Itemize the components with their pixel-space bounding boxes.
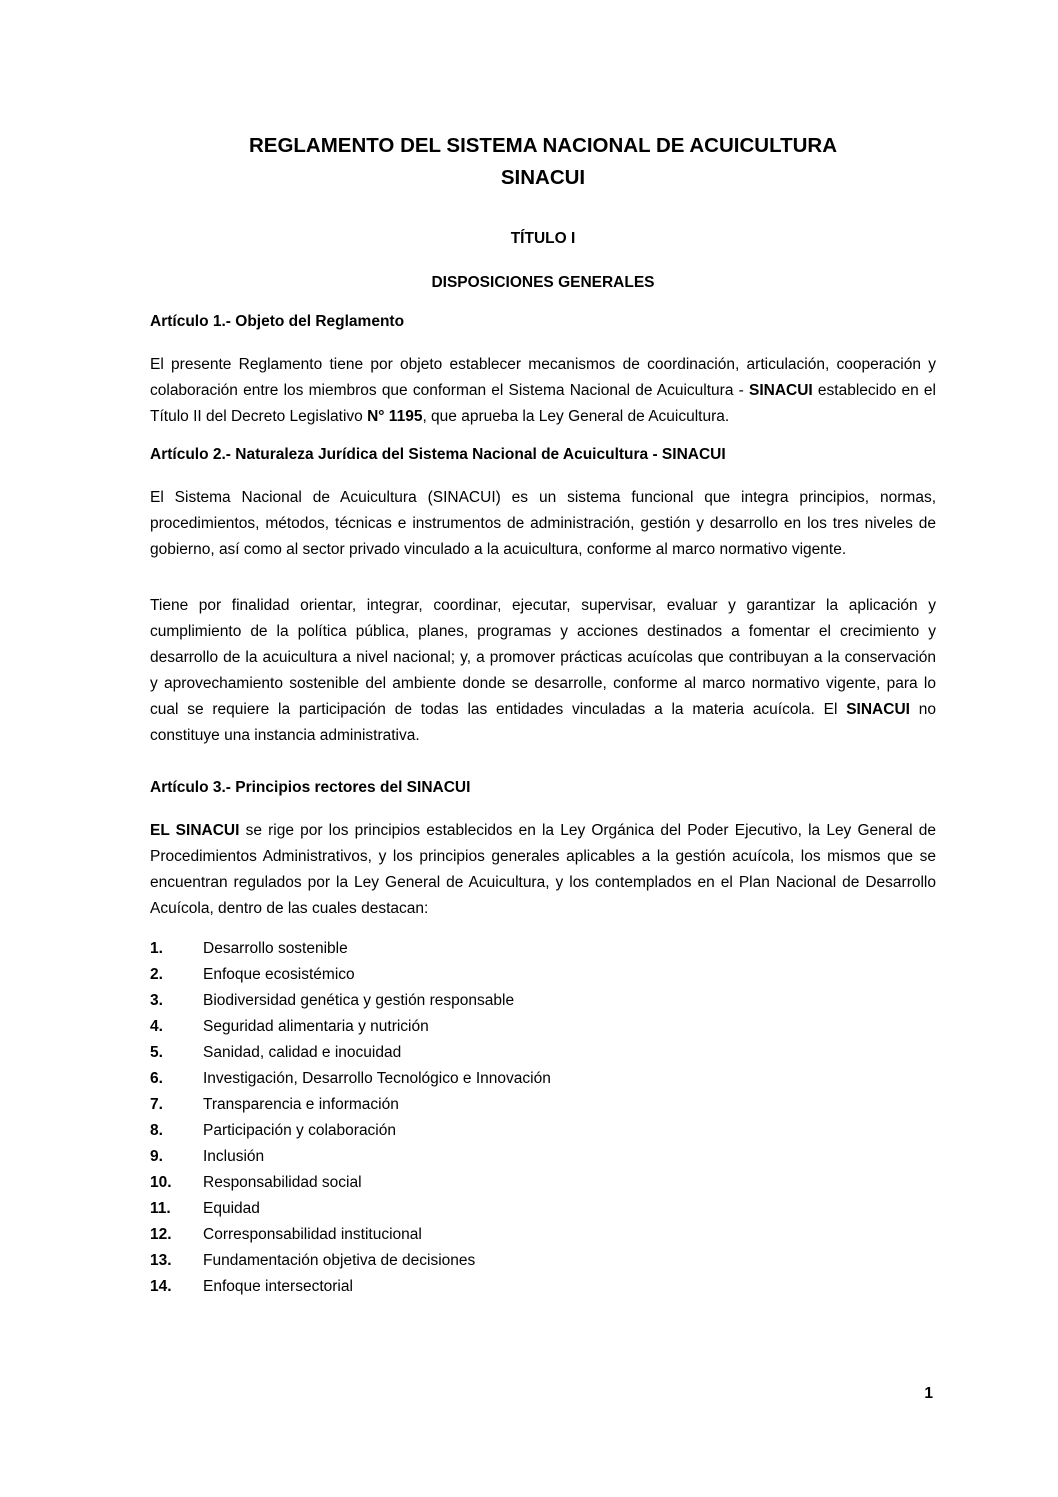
list-item <box>150 1066 936 1092</box>
bold-term-decreto-number: N° 1195 <box>367 408 423 425</box>
list-item <box>150 1092 936 1118</box>
list-item-text: Inclusión <box>203 1148 265 1165</box>
list-item-text: Enfoque ecosistémico <box>203 966 355 983</box>
list-item <box>150 1118 936 1144</box>
list-item-number: 8. <box>150 1122 163 1139</box>
list-item <box>150 1222 936 1248</box>
paragraph-text: establecido en el Título II del Decreto Legislativo <box>150 382 936 425</box>
list-item-number: 7. <box>150 1096 163 1113</box>
bold-term-el-sinacui: EL SINACUI <box>150 822 240 839</box>
article-1-paragraph <box>150 352 936 430</box>
list-item-number: 11. <box>150 1200 171 1217</box>
list-item <box>150 1274 936 1300</box>
article-2-heading: Artículo 2.- Naturaleza Jurídica del Sistema Nacional de Acuicultura - SINACUI <box>150 446 726 463</box>
list-item <box>150 1248 936 1274</box>
list-item <box>150 962 936 988</box>
list-item-number: 3. <box>150 992 163 1009</box>
list-item-text: Sanidad, calidad e inocuidad <box>203 1044 402 1061</box>
list-item-number: 5. <box>150 1044 163 1061</box>
list-item <box>150 1170 936 1196</box>
list-item-text: Enfoque intersectorial <box>203 1278 353 1295</box>
section-subtitle: DISPOSICIONES GENERALES <box>431 274 655 291</box>
page-number: 1 <box>924 1385 933 1402</box>
article-2-paragraph-2 <box>150 593 936 749</box>
bold-term-sinacui: SINACUI <box>748 382 813 399</box>
paragraph-text: se rige por los principios establecidos en la Ley Orgánica del Poder Ejecutivo, la Ley General de Procedimientos Administrativos, y los principios generales aplicables a la gestión acuícola, los mismos que se encuentran regulados por la Ley General de Acuicultura, y los contemplados en el Plan Nacional de Desarrollo Acuícola, dentro de las cuales destacan: <box>150 822 937 917</box>
document-title-line2: SINACUI <box>500 166 586 189</box>
list-item-text: Desarrollo sostenible <box>203 940 348 957</box>
list-item <box>150 988 936 1014</box>
paragraph-text: no constituye una instancia administrativa. <box>150 701 936 744</box>
bold-term-sinacui: SINACUI <box>846 701 910 718</box>
list-item-text: Corresponsabilidad institucional <box>203 1226 422 1243</box>
paragraph-text: El presente Reglamento tiene por objeto establecer mecanismos de coordinación, articulación, cooperación y colaboración entre los miembros que conforman el Sistema Nacional de Acuicultura - <box>150 356 936 399</box>
list-item-number: 2. <box>150 966 163 983</box>
list-item-text: Seguridad alimentaria y nutrición <box>203 1018 429 1035</box>
document-title <box>150 130 936 194</box>
list-item-text: Transparencia e información <box>203 1096 399 1113</box>
list-item-text: Biodiversidad genética y gestión responsable <box>203 992 515 1009</box>
list-item-text: Investigación, Desarrollo Tecnológico e Innovación <box>203 1070 551 1087</box>
list-item-text: Participación y colaboración <box>203 1122 396 1139</box>
list-item-number: 13. <box>150 1252 172 1269</box>
article-3-heading: Artículo 3.- Principios rectores del SINACUI <box>150 779 471 796</box>
article-3-paragraph <box>150 818 936 922</box>
list-item <box>150 1014 936 1040</box>
list-item-number: 14. <box>150 1278 172 1295</box>
list-item <box>150 1196 936 1222</box>
list-item-number: 6. <box>150 1070 163 1087</box>
section-title: TÍTULO I <box>510 230 576 247</box>
list-item-text: Equidad <box>203 1200 260 1217</box>
list-item <box>150 1040 936 1066</box>
list-item <box>150 936 936 962</box>
list-item-number: 1. <box>150 940 163 957</box>
list-item-number: 4. <box>150 1018 163 1035</box>
article-2-paragraph-1: El Sistema Nacional de Acuicultura (SINACUI) es un sistema funcional que integra principios, normas, procedimientos, métodos, técnicas e instrumentos de administración, gestión y desarrollo en los tres niveles de gobierno, así como al sector privado vinculado a la acuicultura, conforme al marco normativo vigente. <box>150 489 936 558</box>
paragraph-text: , que aprueba la Ley General de Acuicultura. <box>422 408 730 425</box>
list-item-number: 12. <box>150 1226 172 1243</box>
list-item-text: Fundamentación objetiva de decisiones <box>203 1252 476 1269</box>
document-title-line1: REGLAMENTO DEL SISTEMA NACIONAL DE ACUICULTURA <box>248 134 838 157</box>
list-item-text: Responsabilidad social <box>203 1174 362 1191</box>
article-1-heading: Artículo 1.- Objeto del Reglamento <box>150 313 405 330</box>
list-item-number: 10. <box>150 1174 172 1191</box>
paragraph-text: Tiene por finalidad orientar, integrar, coordinar, ejecutar, supervisar, evaluar y garantizar la aplicación y cumplimiento de la política pública, planes, programas y acciones destinados a fomentar el crecimiento y desarrollo de la acuicultura a nivel nacional; y, a promover prácticas acuícolas que contribuyan a la conservación y aprovechamiento sostenible del ambiente donde se desarrolle, conforme al marco normativo vigente, para lo cual se requiere la participación de todas las entidades vinculadas a la materia acuícola. El <box>150 597 936 718</box>
list-item <box>150 1144 936 1170</box>
list-item-number: 9. <box>150 1148 163 1165</box>
principles-list <box>150 936 936 1300</box>
